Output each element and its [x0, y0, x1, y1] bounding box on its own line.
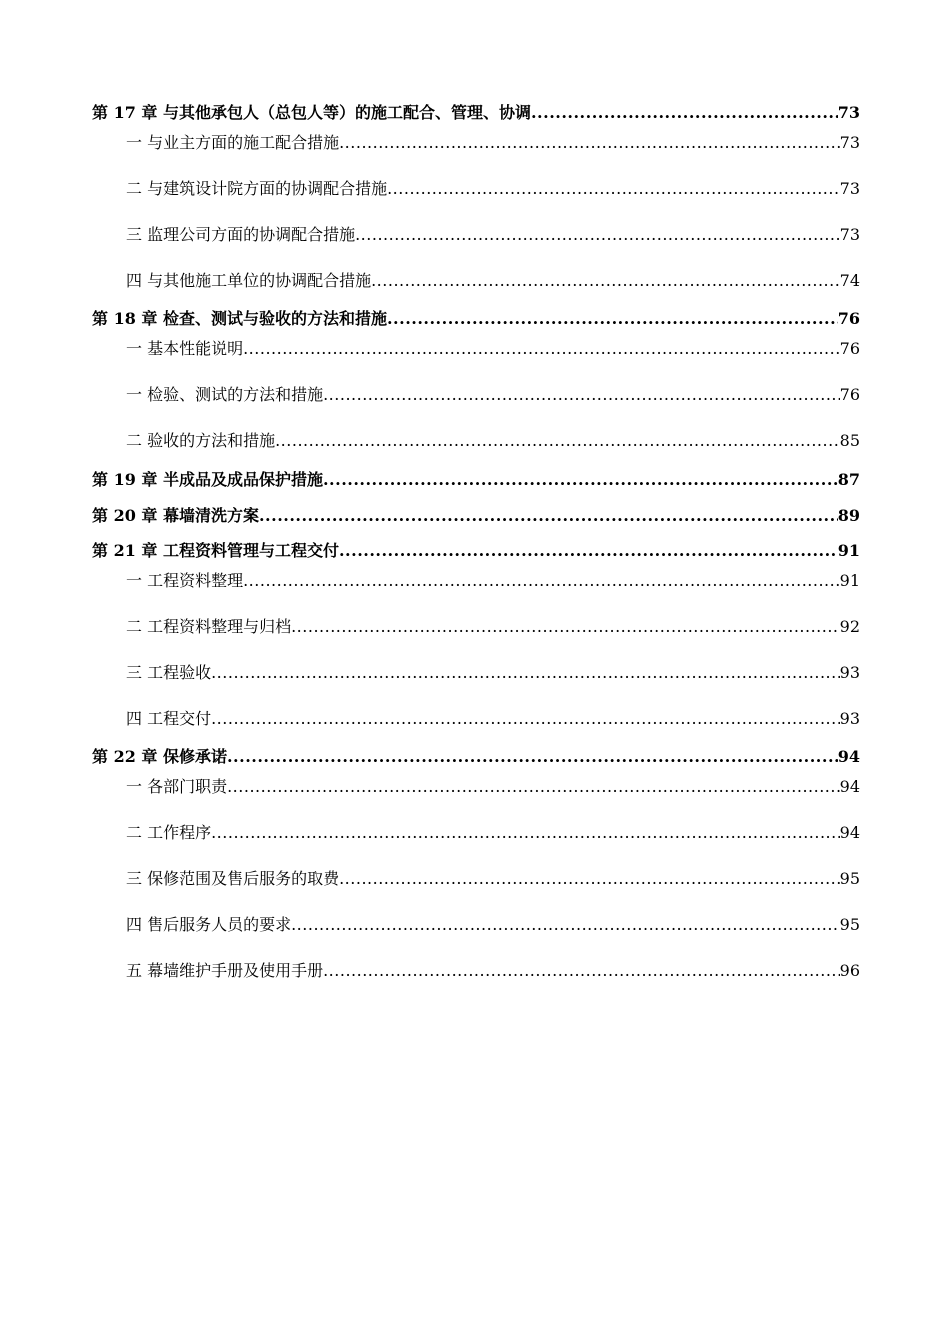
toc-section-22-2[interactable]: [92, 820, 860, 866]
toc-entry-label: 一 检验、测试的方法和措施: [126, 385, 324, 404]
toc-section-22-4[interactable]: [92, 912, 860, 958]
toc-dot-leader: [339, 534, 838, 568]
toc-entry-label: 四 工程交付: [126, 709, 212, 728]
toc-section-22-5[interactable]: [92, 958, 860, 1004]
toc-section-18-1[interactable]: [92, 336, 860, 382]
toc-dot-leader: [211, 660, 840, 686]
toc-entry-label: 第 18 章 检查、测试与验收的方法和措施: [92, 309, 387, 328]
toc-entry-label: 第 19 章 半成品及成品保护措施: [92, 470, 323, 489]
toc-page-number: 73: [837, 103, 860, 122]
table-of-contents: [92, 96, 860, 1004]
toc-entry-label: 一 基本性能说明: [126, 339, 244, 358]
toc-entry-label: 四 售后服务人员的要求: [126, 915, 292, 934]
toc-entry-label: 第 21 章 工程资料管理与工程交付: [92, 541, 339, 560]
toc-entry-label: 三 工程验收: [126, 663, 212, 682]
toc-page-number: 94: [837, 747, 860, 766]
toc-page-number: 87: [837, 470, 860, 489]
toc-dot-leader: [211, 820, 840, 846]
toc-dot-leader: [531, 96, 838, 130]
toc-page-number: 91: [839, 571, 860, 590]
toc-chapter-22[interactable]: [92, 740, 860, 774]
toc-section-21-4[interactable]: [92, 706, 860, 740]
toc-dot-leader: [243, 336, 840, 362]
toc-entry-label: 二 与建筑设计院方面的协调配合措施: [126, 179, 388, 198]
toc-chapter-21[interactable]: [92, 534, 860, 568]
toc-dot-leader: [291, 912, 840, 938]
toc-dot-leader: [275, 428, 840, 454]
toc-dot-leader: [339, 866, 840, 892]
toc-page-number: 92: [839, 617, 860, 636]
toc-page-number: 95: [839, 869, 860, 888]
toc-page-number: 76: [837, 309, 860, 328]
toc-chapter-17[interactable]: [92, 96, 860, 130]
toc-entry-label: 一 各部门职责: [126, 777, 228, 796]
toc-section-17-1[interactable]: [92, 130, 860, 176]
toc-dot-leader: [355, 222, 840, 248]
toc-dot-leader: [323, 958, 840, 984]
toc-entry-label: 二 验收的方法和措施: [126, 431, 276, 450]
toc-dot-leader: [339, 130, 840, 156]
toc-entry-label: 三 监理公司方面的协调配合措施: [126, 225, 356, 244]
toc-page-number: 73: [839, 225, 860, 244]
toc-dot-leader: [227, 774, 840, 800]
toc-entry-label: 一 工程资料整理: [126, 571, 244, 590]
toc-page-number: 85: [839, 431, 860, 450]
toc-dot-leader: [387, 302, 838, 336]
toc-dot-leader: [227, 740, 838, 774]
toc-section-17-4[interactable]: [92, 268, 860, 302]
toc-dot-leader: [211, 706, 840, 732]
toc-entry-label: 一 与业主方面的施工配合措施: [126, 133, 340, 152]
toc-entry-label: 三 保修范围及售后服务的取费: [126, 869, 340, 888]
toc-section-17-3[interactable]: [92, 222, 860, 268]
toc-dot-leader: [291, 614, 840, 640]
toc-entry-label: 四 与其他施工单位的协调配合措施: [126, 271, 372, 290]
toc-page-number: 91: [837, 541, 860, 560]
toc-page-number: 76: [839, 385, 860, 404]
toc-entry-label: 二 工作程序: [126, 823, 212, 842]
toc-chapter-20[interactable]: [92, 498, 860, 534]
toc-dot-leader: [243, 568, 840, 594]
toc-entry-label: 第 20 章 幕墙清洗方案: [92, 506, 259, 525]
toc-page-number: 95: [839, 915, 860, 934]
toc-section-22-1[interactable]: [92, 774, 860, 820]
toc-section-21-2[interactable]: [92, 614, 860, 660]
toc-dot-leader: [323, 382, 840, 408]
toc-section-18-2[interactable]: [92, 382, 860, 428]
toc-page-number: 96: [839, 961, 860, 980]
toc-dot-leader: [259, 498, 838, 534]
toc-entry-label: 第 17 章 与其他承包人（总包人等）的施工配合、管理、协调: [92, 103, 531, 122]
toc-page-number: 89: [837, 506, 860, 525]
toc-entry-label: 二 工程资料整理与归档: [126, 617, 292, 636]
toc-page-number: 93: [839, 709, 860, 728]
toc-section-21-3[interactable]: [92, 660, 860, 706]
toc-entry-label: 五 幕墙维护手册及使用手册: [126, 961, 324, 980]
toc-section-21-1[interactable]: [92, 568, 860, 614]
toc-page-number: 76: [839, 339, 860, 358]
toc-page-number: 74: [839, 271, 860, 290]
toc-chapter-19[interactable]: [92, 462, 860, 498]
toc-dot-leader: [323, 462, 838, 498]
toc-page-number: 94: [839, 823, 860, 842]
toc-section-17-2[interactable]: [92, 176, 860, 222]
toc-dot-leader: [387, 176, 840, 202]
toc-page-number: 93: [839, 663, 860, 682]
toc-section-18-3[interactable]: [92, 428, 860, 462]
toc-entry-label: 第 22 章 保修承诺: [92, 747, 227, 766]
toc-section-22-3[interactable]: [92, 866, 860, 912]
toc-page-number: 73: [839, 133, 860, 152]
toc-dot-leader: [371, 268, 840, 294]
toc-chapter-18[interactable]: [92, 302, 860, 336]
toc-page-number: 94: [839, 777, 860, 796]
toc-page-number: 73: [839, 179, 860, 198]
